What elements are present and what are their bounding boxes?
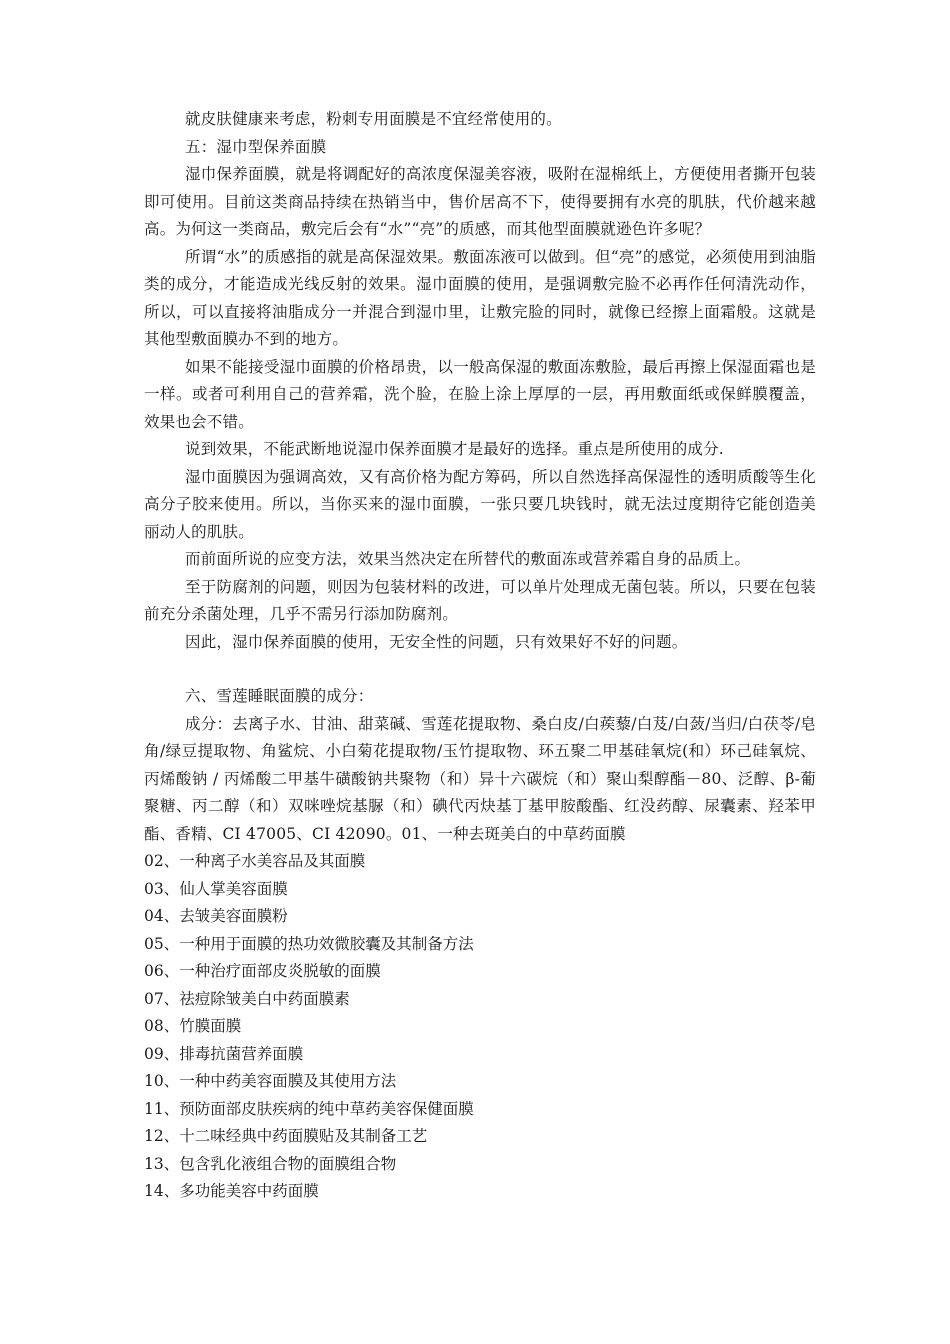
paragraph: 而前面所说的应变方法，效果当然决定在所替代的敷面冻或营养霜自身的品质上。 [185, 550, 751, 568]
list-item: 14、多功能美容中药面膜 [144, 1182, 319, 1200]
section-heading-six: 六、雪莲睡眠面膜的成分： [185, 687, 374, 705]
list-item: 12、十二味经典中药面膜贴及其制备工艺 [144, 1127, 428, 1145]
list-item: 08、竹膜面膜 [144, 1017, 242, 1035]
section-heading-five: 五：湿巾型保养面膜 [185, 137, 327, 156]
patent-list [144, 848, 816, 1206]
list-item: 13、包含乳化液组合物的面膜组合物 [144, 1154, 397, 1173]
paragraph: 因此，湿巾保养面膜的使用，无安全性的问题，只有效果好不好的问题。 [185, 632, 688, 651]
paragraph: 所谓“水”的质感指的就是高保湿效果。敷面冻液可以做到。但“亮”的感觉，必须使用到油脂类的成分，才能造成光线反射的效果。湿巾面膜的使用，是强调敷完脸不必再作任何清洗动作，所以，可以直接将油脂成分一并混合到湿巾里，让敷完脸的同时，就像已经擦上面霜般。这就是其他型敷面膜办不到的地方。 [144, 247, 816, 348]
paragraph: 说到效果，不能武断地说湿巾保养面膜才是最好的选择。重点是所使用的成分. [185, 440, 724, 458]
list-item: 04、去皱美容面膜粉 [144, 907, 288, 925]
paragraph: 就皮肤健康来考虑，粉刺专用面膜是不宜经常使用的。 [185, 110, 562, 128]
list-item: 11、预防面部皮肤疾病的纯中草药美容保健面膜 [144, 1099, 474, 1118]
paragraph: 湿巾保养面膜，就是将调配好的高浓度保湿美容液，吸附在湿棉纸上，方便使用者撕开包装即可使用。目前这类商品持续在热销当中，售价居高不下，使得要拥有水亮的肌肤，代价越来越高。为何这一类商品，敷完后会有“水”“亮”的质感，而其他型面膜就逊色许多呢？ [144, 165, 816, 238]
list-item: 02、一种离子水美容品及其面膜 [144, 852, 366, 870]
paragraph: 如果不能接受湿巾面膜的价格昂贵，以一般高保湿的敷面冻敷脸，最后再擦上保湿面霜也是一样。或者可利用自己的营养霜，洗个脸，在脸上涂上厚厚的一层，再用敷面纸或保鲜膜覆盖，效果也会不错。 [144, 357, 816, 431]
list-item: 09、排毒抗菌营养面膜 [144, 1044, 304, 1063]
list-item: 03、仙人掌美容面膜 [144, 879, 288, 898]
blank-line [144, 656, 816, 683]
paragraph: 至于防腐剂的问题，则因为包装材料的改进，可以单片处理成无菌包装。所以，只要在包装前充分杀菌处理，几乎不需另行添加防腐剂。 [144, 577, 816, 623]
ingredients-paragraph: 成分：去离子水、甘油、甜菜碱、雪莲花提取物、桑白皮/白蒺藜/白芨/白蔹/当归/白茯苓/皂角/绿豆提取物、角鲨烷、小白菊花提取物/玉竹提取物、环五聚二甲基硅氧烷(和）环己硅氧烷、丙烯酸钠 / 丙烯酸二甲基牛磺酸钠共聚物（和）异十六碳烷（和）聚山梨醇酯－80、泛醇、β-葡聚糖、丙二醇（和）双咪唑烷基脲（和）碘代丙炔基丁基甲胺酸酯、红没药醇、尿囊素、羟苯甲酯、香精、CI 47005、CI 42090。01、一种去斑美白的中草药面膜 [144, 714, 816, 843]
document-body [144, 106, 816, 1206]
list-item: 05、一种用于面膜的热功效微胶囊及其制备方法 [144, 934, 474, 953]
paragraph: 湿巾面膜因为强调高效，又有高价格为配方筹码，所以自然选择高保湿性的透明质酸等生化高分子胶来使用。所以，当你买来的湿巾面膜，一张只要几块钱时，就无法过度期待它能创造美丽动人的肌肤。 [144, 467, 816, 541]
list-item: 07、祛痘除皱美白中药面膜素 [144, 989, 350, 1008]
list-item: 06、一种治疗面部皮炎脱敏的面膜 [144, 962, 381, 980]
list-item: 10、一种中药美容面膜及其使用方法 [144, 1072, 397, 1090]
